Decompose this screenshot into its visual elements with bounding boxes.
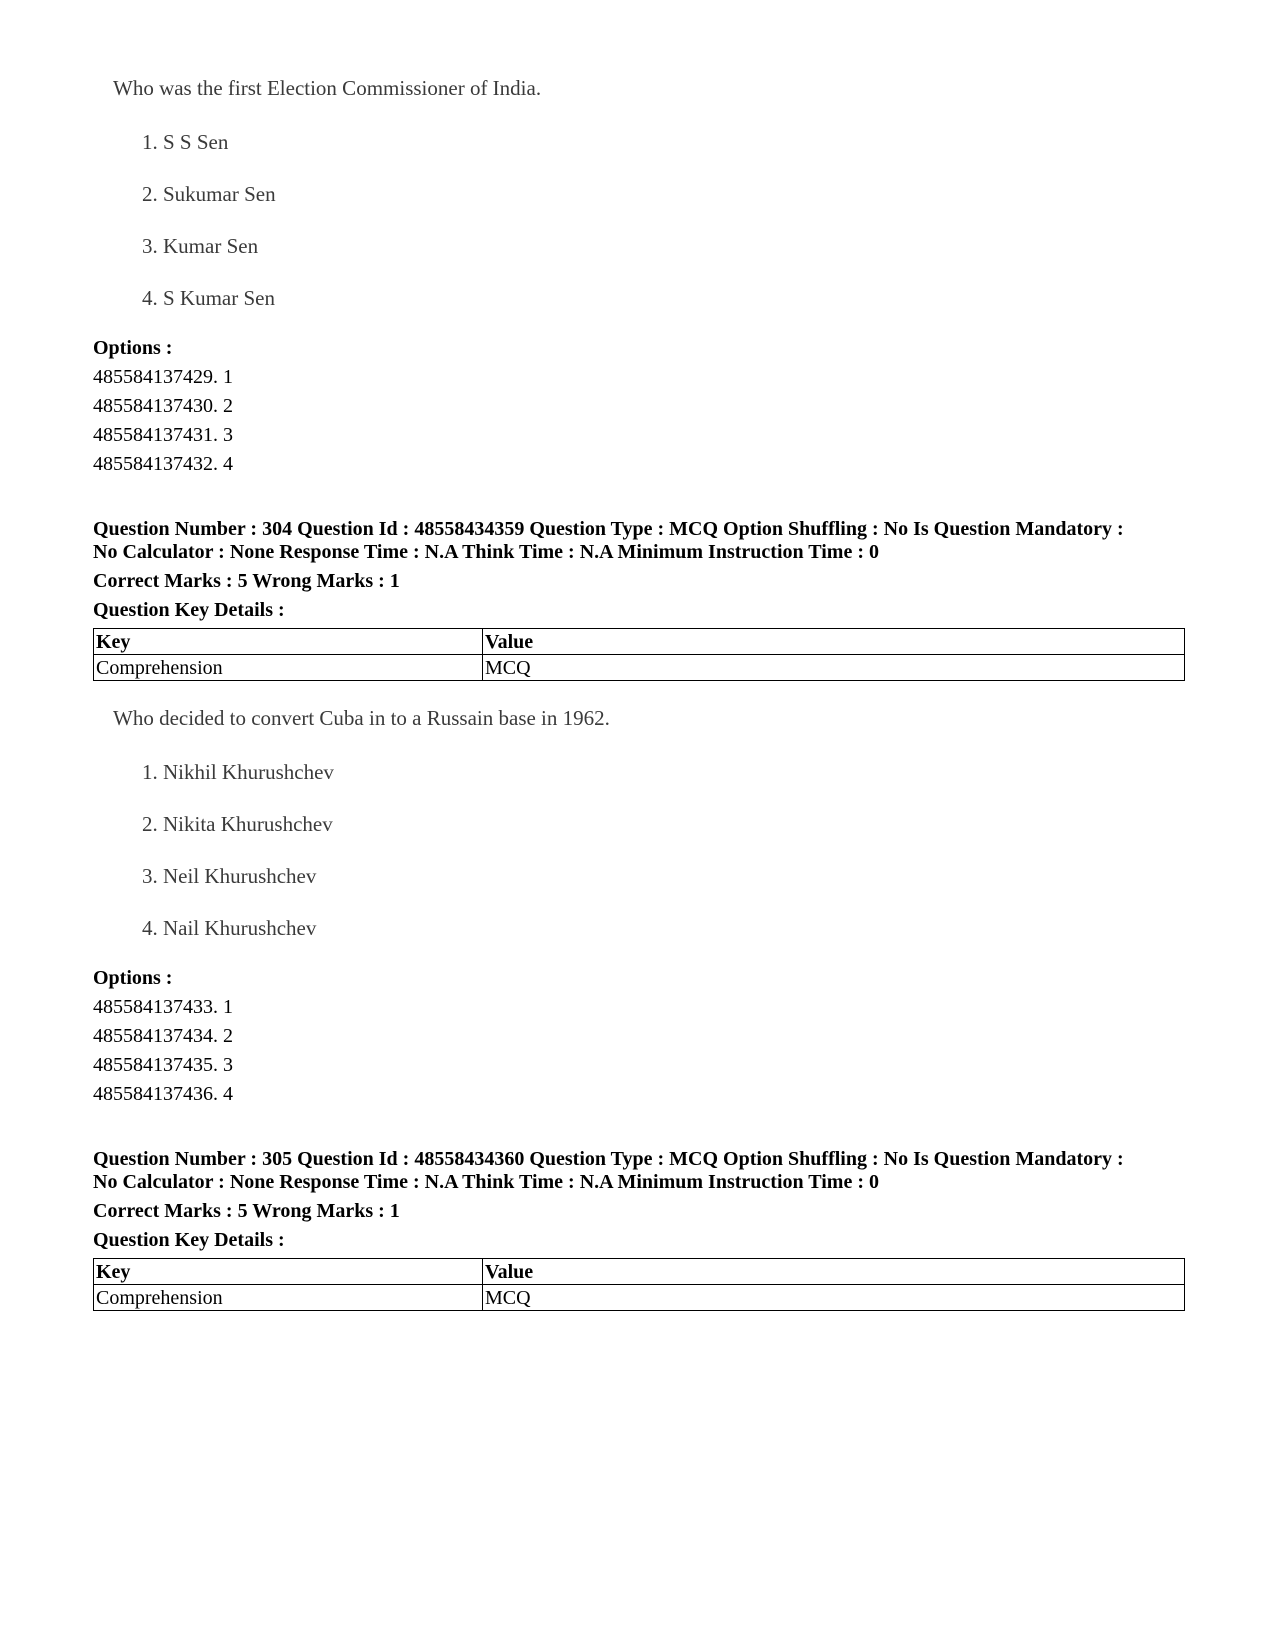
options-label: Options : (93, 337, 173, 359)
table-cell-value: MCQ (483, 655, 1185, 681)
option-id: 485584137432. 4 (93, 453, 233, 475)
table-header-value: Value (483, 629, 1185, 655)
question-key-table (93, 1258, 1185, 1311)
option-id: 485584137430. 2 (93, 395, 233, 417)
key-details-label: Question Key Details : (93, 599, 285, 621)
question-key-table (93, 628, 1185, 681)
table-header-key: Key (94, 629, 483, 655)
option-id: 485584137434. 2 (93, 1025, 233, 1047)
key-details-label: Question Key Details : (93, 1229, 285, 1251)
question-choice: 3. Kumar Sen (142, 234, 259, 258)
marks-line: Correct Marks : 5 Wrong Marks : 1 (93, 1200, 400, 1222)
table-header-row (94, 1259, 1185, 1285)
table-header-value: Value (483, 1259, 1185, 1285)
question-choice: 4. S Kumar Sen (142, 286, 275, 310)
marks-line: Correct Marks : 5 Wrong Marks : 1 (93, 570, 400, 592)
options-label: Options : (93, 967, 173, 989)
option-id: 485584137436. 4 (93, 1083, 233, 1105)
table-cell-key: Comprehension (94, 1285, 483, 1311)
option-id: 485584137429. 1 (93, 366, 233, 388)
question-choice: 2. Sukumar Sen (142, 182, 276, 206)
question-meta-line2: No Calculator : None Response Time : N.A Think Time : N.A Minimum Instruction Time : 0 (93, 541, 879, 563)
table-row (94, 1285, 1185, 1311)
table-header-row (94, 629, 1185, 655)
question-meta-line1: Question Number : 305 Question Id : 48558434360 Question Type : MCQ Option Shuffling : No Is Question Mandatory : (93, 1148, 1124, 1170)
question-text: Who decided to convert Cuba in to a Russain base in 1962. (113, 706, 610, 730)
question-choice: 3. Neil Khurushchev (142, 864, 317, 888)
table-header-key: Key (94, 1259, 483, 1285)
question-meta-line2: No Calculator : None Response Time : N.A Think Time : N.A Minimum Instruction Time : 0 (93, 1171, 879, 1193)
option-id: 485584137433. 1 (93, 996, 233, 1018)
question-choice: 1. S S Sen (142, 130, 229, 154)
option-id: 485584137431. 3 (93, 424, 233, 446)
table-row (94, 655, 1185, 681)
question-choice: 4. Nail Khurushchev (142, 916, 317, 940)
table-cell-key: Comprehension (94, 655, 483, 681)
option-id: 485584137435. 3 (93, 1054, 233, 1076)
question-choice: 2. Nikita Khurushchev (142, 812, 333, 836)
question-meta-line1: Question Number : 304 Question Id : 48558434359 Question Type : MCQ Option Shuffling : No Is Question Mandatory : (93, 518, 1124, 540)
question-choice: 1. Nikhil Khurushchev (142, 760, 334, 784)
question-text: Who was the first Election Commissioner of India. (113, 76, 542, 100)
table-cell-value: MCQ (483, 1285, 1185, 1311)
